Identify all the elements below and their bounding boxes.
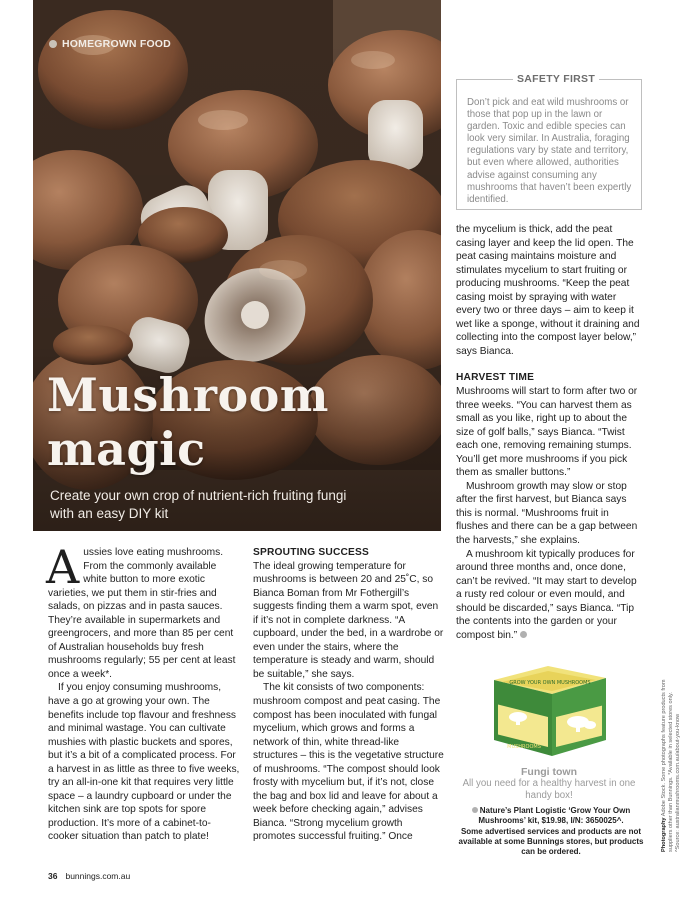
paragraph: The kit consists of two components: mushroom compost and peat casing. The compost has been inoculated with fungal mycelium, which grows and forms a network of thin, white thread-like structures – this is the vegetative structure of mushrooms. “The compost should look frosty with mycelium but, if it’s not, close the bag and box lid and leave for about a week before checking again,” advises Bianca. “Strong mycelium growth promotes successful fruiting.” Once xyxy=(253,682,444,843)
section-tag xyxy=(49,38,171,50)
paragraph: If you enjoy consuming mushrooms, have a go at growing your own. The benefits include top flavour and freshness and minimal wastage. You can cultivate mushies with plastic buckets and spores, but it’s a bit of a complicated process. For a harvest in as little as three to five weeks, try an all-in-one kit that requires very little space – a laundry cupboard or under the kitchen sink are top spots for spore production. It’s more of a cabinet-to-cooker situation than patch to plate! xyxy=(48,682,240,843)
photo-credit xyxy=(661,672,682,852)
site-url[interactable]: bunnings.com.au xyxy=(65,871,131,881)
mushroom-kit-box-image xyxy=(488,662,610,760)
product-price: , $19.98, I/N: 3650025^. xyxy=(537,816,624,826)
paragraph: Mushrooms will start to form after two or three weeks. “You can harvest them as small as you like, right up to about the size of golf balls,” says Bianca. “Twist each one, removing remaining stumps. You’ll get more mushrooms if you pick them as smaller buttons.” xyxy=(456,386,638,479)
credit-text: Adobe Stock. Some photographs feature products from suppliers other than Bunnings. *Available in selected stores only. ^Source: australianmushrooms.com.au/about-you-know xyxy=(661,679,681,852)
closing-text: A mushroom kit typically produces for around three months and, once done, can’t be revived. “It may start to develop a rusty red colour or even mould, and should be discarded,” says Bianca. “Tip the contents into the garden or your compost bin.” xyxy=(456,548,637,641)
section-heading: HARVEST TIME xyxy=(456,372,535,384)
title-line-2: magic xyxy=(47,422,206,476)
product-subtitle: All you need for a healthy harvest in one handy box! xyxy=(462,778,636,801)
article-column-1 xyxy=(46,540,240,844)
section-heading: SPROUTING SUCCESS xyxy=(253,547,370,558)
product-info xyxy=(458,806,644,857)
paragraph: The ideal growing temperature for mushrooms is between 20 and 25˚C, so Bianca Boman from Mr Fothergill’s suggests finding them a warm spot, even if it’s not in complete darkness. “A cupboard, under the bed, in a wardrobe or even under the stairs, where the temperature is steady and warm, should be suitable,” she says. xyxy=(253,560,444,680)
page-title xyxy=(47,368,329,476)
article-column-3 xyxy=(456,223,642,642)
drop-cap: A xyxy=(46,540,80,594)
product-title: Fungi town xyxy=(521,766,577,778)
safety-box xyxy=(456,73,642,210)
product-name: Nature’s Plant Logistic ‘Grow Your Own Mushrooms’ kit xyxy=(478,806,631,826)
article-column-2 xyxy=(253,546,446,844)
product-disclaimer: Some advertised services and products are not available at some Bunnings stores, but products can be ordered. xyxy=(458,826,644,857)
credit-label: Photography xyxy=(661,817,667,852)
box-label: GROW YOUR OWN MUSHROOMS xyxy=(509,680,591,686)
section-tag-label: HOMEGROWN FOOD xyxy=(62,38,171,50)
title-line-1: Mushroom xyxy=(47,368,329,422)
bullet-icon xyxy=(472,807,478,813)
box-label: MUSHROOMS xyxy=(507,744,541,750)
page-footer xyxy=(48,871,130,881)
intro-text: ussies love eating mushrooms. From the commonly available white button to more exotic varieties, we put them in stir-fries and salads, on pizzas and in pasta sauces. They’re available in supermarkets and greengrocers, and more than 85 per cent of Australian households buy fresh mushrooms regularly; 55 per cent at least once a week*. xyxy=(48,547,236,680)
bullet-icon xyxy=(49,40,57,48)
safety-text: Don’t pick and eat wild mushrooms or those that pop up in the lawn or garden. Toxic and edible species can look very similar. In Australia, foraging regulations vary by state and territory, but even where allowed, authorities advise against consuming any mushrooms that haven’t been expertly identified. xyxy=(467,97,632,205)
page-number: 36 xyxy=(48,871,58,881)
hero-image xyxy=(33,0,441,531)
paragraph: Mushroom growth may slow or stop after the first harvest, but Bianca says this is normal. “Mushrooms fruit in flushes and there can be a gap between the harvests,” she explains. xyxy=(456,480,638,547)
end-mark-icon xyxy=(520,631,527,638)
paragraph: the mycelium is thick, add the peat casing layer and keep the lid open. The peat casing maintains moisture and stimulates mycelium to start fruiting or producing mushrooms. “Keep the peat casing moist by spraying with water every two or three days – aim to keep it wet like a sponge, without it draining and collecting into the compost layer below,” says Bianca. xyxy=(456,224,640,357)
page-subtitle: Create your own crop of nutrient-rich fruiting fungi with an easy DIY kit xyxy=(50,488,347,521)
safety-title: SAFETY FIRST xyxy=(513,73,599,85)
intro-paragraph xyxy=(46,540,240,681)
paragraph xyxy=(456,548,642,643)
